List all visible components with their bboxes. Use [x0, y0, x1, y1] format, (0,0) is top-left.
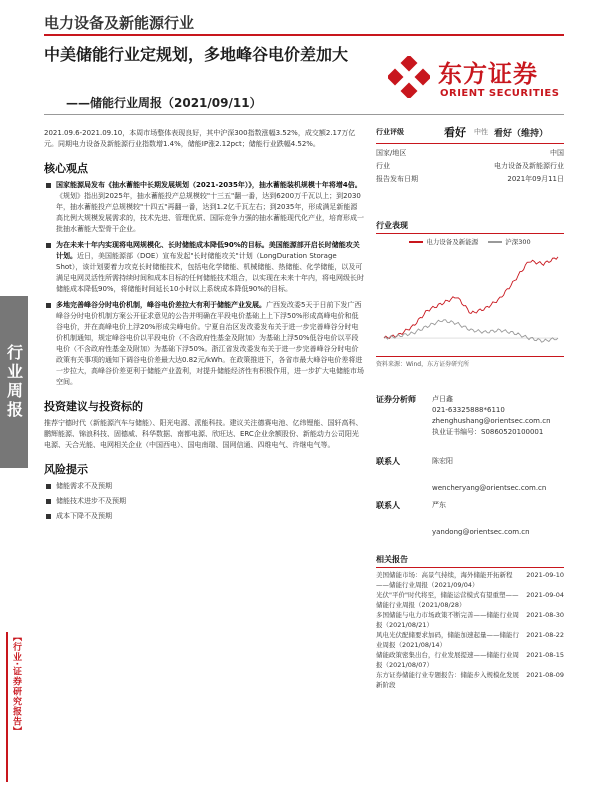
contact-details: [432, 500, 530, 538]
risk-item: 储能需求不及预期: [44, 481, 364, 492]
chart-series-line: [384, 257, 558, 339]
related-report-title: 东方证券储能行业专题报告：储能步入规模化发展新阶段: [376, 671, 519, 689]
related-heading: 相关报告: [376, 554, 564, 568]
contact-details: [432, 456, 546, 494]
related-report-date: 2021-09-04: [526, 591, 564, 599]
meta-row: [376, 173, 564, 186]
related-report-row[interactable]: [376, 590, 564, 610]
core-bullet: [44, 180, 364, 235]
core-bullet-lead: 国家能源局发布《抽水蓄能中长期发展规划（2021-2035年）》，抽水蓄能装机规模十年将增4倍。: [56, 181, 362, 189]
analyst-email: zhenghushang@orientsec.com.cn: [432, 417, 551, 425]
analyst-cert: 执业证书编号：S0860520100001: [432, 428, 544, 436]
related-report-title: 多国储能与电力市场政策不断完善——储能行业周报（2021/08/21）: [376, 611, 519, 629]
intro-paragraph: 2021.09.6-2021.09.10，本周市场整体表现良好，其中沪深300指数涨幅3.52%，成交额2.17万亿元。同期电力设备及新能源行业指数增1.4%，储能IP涨2.12pct；储能行业跌幅4.52%。: [44, 129, 356, 148]
chart-source: 资料来源：Wind，东方证券研究所: [376, 356, 564, 370]
analyst-role: 证券分析师: [376, 395, 416, 404]
analyst-block: [376, 394, 564, 438]
analyst-name: 卢日鑫: [432, 395, 453, 403]
contact-role: 联系人: [376, 501, 400, 510]
rating-prev: 中性: [474, 128, 488, 136]
core-bullet-body: 近日，美国能源部（DOE）宣布发起"长时储能攻关"计划（LongDuration Storage Shot），该计划要着力攻克长时储能技术，包括电化学储能、机械储能、热储能、化学储能，以及可满足电网灵活性所需持续时间和成本目标的任何储能技术组合，以实现在未来十年内，将电网级长时储能成本降低90%，将储能时间延长10小时以上系统成本降低90%的目标。: [56, 252, 364, 293]
contact-block: [376, 456, 564, 494]
rating-label: 行业评级: [376, 128, 404, 136]
suggest-heading: 投资建议与投资标的: [44, 400, 143, 413]
meta-value: 电力设备及新能源行业: [494, 162, 564, 170]
sidebar-tag: [0, 296, 28, 468]
legend-b: 沪深300: [505, 238, 531, 246]
risk-item: 成本下降不及预期: [44, 511, 364, 522]
main-column: [44, 124, 364, 522]
core-bullet-body: 《规划》指出到2025年，抽水蓄能投产总规模较"十三五"翻一番，达到6200万千瓦以上；到2030年，抽水蓄能投产总规模较"十四五"再翻一番，达到1.2亿千瓦左右；到2035年，形成满足新能源高比例大规模发展需求的，技术先进、管理优质、国际竞争力强的抽水蓄能现代化产业，培育形成一批抽水蓄能大型骨干企业。: [56, 192, 364, 233]
sector-rule: [44, 34, 564, 36]
orient-logo-icon: [388, 56, 430, 98]
logo: [388, 48, 568, 110]
meta-value: 中国: [550, 149, 564, 157]
related-report-date: 2021-08-30: [526, 611, 564, 619]
logo-en-text: ORIENT SECURITIES: [440, 88, 560, 99]
meta-key: 行业: [376, 162, 390, 170]
side-column: [376, 124, 564, 690]
logo-cn-text: 东方证券: [438, 60, 538, 88]
related-report-row[interactable]: [376, 610, 564, 630]
performance-chart: [376, 246, 564, 356]
meta-row: [376, 147, 564, 160]
related-report-title: 风电光伏配储要求加码，储能加速起量——储能行业周报（2021/08/14）: [376, 631, 519, 649]
related-report-row[interactable]: [376, 650, 564, 670]
perf-heading: 行业表现: [376, 220, 564, 234]
legend-a: 电力设备及新能源: [426, 238, 479, 246]
contact-name: 陈宏阳: [432, 457, 453, 465]
legend-swatch-b: [488, 241, 502, 243]
related-report-title: 储能政策密集出台，行业发展提速——储能行业周报（2021/08/07）: [376, 651, 519, 669]
chart-legend: [376, 237, 564, 246]
chart-series-line: [384, 320, 558, 342]
rating-change: 看好（维持）: [494, 128, 549, 139]
header-rule: [44, 114, 564, 115]
related-report-date: 2021-08-22: [526, 631, 564, 639]
report-subtitle: ——储能行业周报（2021/09/11）: [66, 96, 262, 110]
contact-email: yandong@orientsec.com.cn: [432, 528, 530, 536]
report-title: 中美储能行业定规划，多地峰谷电价差加大: [44, 45, 349, 64]
core-bullet-lead: 为在未来十年内实现将电网规模化、长时储能成本降低90%的目标。美国能源部开启长时储能攻关计划。: [56, 241, 360, 260]
sidebar-label: 行业周报: [4, 344, 24, 420]
risk-item: 储能技术进步不及预期: [44, 496, 364, 507]
core-bullet-body: 广西发改委5天于日前下发广西峰谷分时电价机制方案公开征求意见的公告并明确在平段电价基础上上下浮50%形成高峰电价和低谷电价，并在高峰电价上浮20%形成尖峰电价。宁夏自治区发改委发布关于进一步完善峰谷分时电价机制通知，规定峰谷电价以平段电价（不含政府性基金及附加）为基础上浮50%低谷电价以平段电价（不含政府性基金及附加）为基础下浮50%。浙江省发改委发布关于进一步完善峰谷分时电价政策有关事项的通知下调谷电价差最大达0.82元/kWh。在政策推进下，各省市最大峰谷电价差将进一步拉大，高峰谷价差更利于储能产业盈利，对提升储能经济性有积极作用，进一步扩大电储能市场空间。: [56, 301, 364, 386]
analyst-phone: 021-63325888*6110: [432, 406, 505, 414]
sidebar-bottom-label: 【行业·证券研究报告】: [11, 632, 21, 737]
core-bullet: [44, 300, 364, 388]
meta-key: 报告发布日期: [376, 175, 418, 183]
rating-row: [376, 124, 564, 144]
related-report-row[interactable]: [376, 570, 564, 590]
core-bullet-lead: 多地完善峰谷分时电价机制，峰谷电价差拉大有利于储能产业发展。: [56, 301, 266, 309]
meta-value: 2021年09月11日: [507, 175, 564, 183]
related-report-row[interactable]: [376, 670, 564, 690]
related-report-date: 2021-08-09: [526, 671, 564, 679]
related-report-row[interactable]: [376, 630, 564, 650]
related-report-date: 2021-08-15: [526, 651, 564, 659]
meta-key: 国家/地区: [376, 149, 407, 157]
contact-email: wencheryang@orientsec.com.cn: [432, 484, 547, 492]
rating-value: 看好: [444, 126, 466, 139]
related-report-date: 2021-09-10: [526, 571, 564, 579]
sector-title: 电力设备及新能源行业: [44, 14, 195, 32]
meta-row: [376, 160, 564, 173]
related-report-title: 美国储能市场：高景气持续，海外储能开拓新程——储能行业周报（2021/09/04）: [376, 571, 513, 589]
contact-role: 联系人: [376, 457, 400, 466]
contact-name: 严东: [432, 501, 446, 509]
risk-heading: 风险提示: [44, 463, 88, 476]
legend-swatch-a: [409, 241, 423, 243]
sidebar-bottom: [6, 632, 24, 782]
suggest-paragraph: 推荐宁德时代（新能源汽车与储能）、阳光电源、派能科技。建议关注德赛电池、亿纬锂能、国轩高科、鹏辉能源、锦浪科技、固德威、科华数据、南都电源、欣旺达、ERC企业余额股份、新能动力公司阳光电源、天合光能、电网相关企业（中国西电）、国电南瑞、国网信通、四维电气、许继电气等。: [44, 419, 363, 449]
related-list: [376, 570, 564, 690]
core-bullet: [44, 240, 364, 295]
contact-block: [376, 500, 564, 538]
related-report-title: 光伏"平价"时代将至，储能运营模式有望重塑——储能行业周报（2021/08/28）: [376, 591, 519, 609]
analyst-details: [432, 394, 551, 438]
core-heading: 核心观点: [44, 162, 88, 175]
